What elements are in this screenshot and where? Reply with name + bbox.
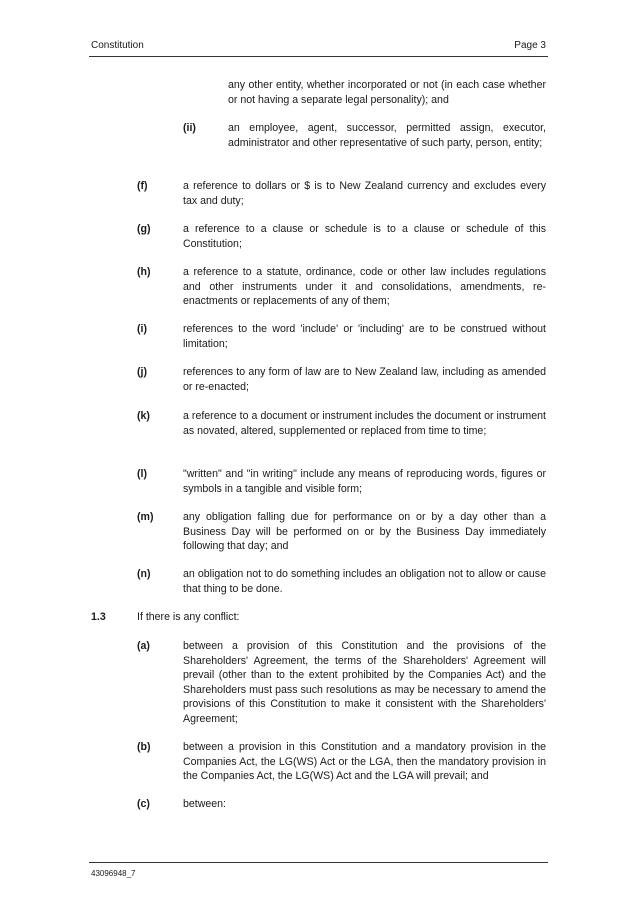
item-label: (c) bbox=[137, 798, 150, 810]
item-text: between: bbox=[183, 798, 226, 810]
item-label: (n) bbox=[137, 568, 151, 580]
item-text: references to the word 'include' or 'including' are to be construed without limitation; bbox=[183, 323, 546, 350]
item-label: (m) bbox=[137, 511, 154, 523]
page-number: Page 3 bbox=[514, 40, 546, 51]
continuation-text: any other entity, whether incorporated or not (in each case whether or not having a separate legal personality); and bbox=[228, 79, 546, 106]
item-text: a reference to a clause or schedule is to a clause or schedule of this Constitution; bbox=[183, 223, 546, 250]
item-text: between a provision of this Constitution and the provisions of the Shareholders' Agreement, the terms of the Shareholders' Agreement will prevail (other than to the extent prohibited by the Companies Act) and the Shareholders must pass such resolutions as may be necessary to amend the provisions of this Constitution to make it consistent with the Shareholders' Agreement; bbox=[183, 640, 546, 725]
item-text: references to any form of law are to New Zealand law, including as amended or re-enacted; bbox=[183, 366, 546, 393]
item-text: any obligation falling due for performance on or by a day other than a Business Day will be performed on or by the Business Day immediately following that day; and bbox=[183, 511, 546, 552]
item-text: a reference to a document or instrument includes the document or instrument as novated, altered, supplemented or replaced from time to time; bbox=[183, 410, 546, 437]
item-label: (l) bbox=[137, 468, 147, 480]
item-label: (a) bbox=[137, 640, 150, 652]
page-footer bbox=[89, 862, 548, 878]
item-label: (k) bbox=[137, 410, 150, 422]
item-label: (h) bbox=[137, 266, 151, 278]
page-header bbox=[89, 38, 548, 57]
item-text: an obligation not to do something includes an obligation not to allow or cause that thing to be done. bbox=[183, 568, 546, 595]
item-label: (i) bbox=[137, 323, 147, 335]
item-text: a reference to a statute, ordinance, code or other law includes regulations and other instruments under it and consolidations, amendments, re-enactments or replacements of any of them; bbox=[183, 266, 546, 307]
sub-item-label: (ii) bbox=[183, 122, 196, 134]
item-label: (f) bbox=[137, 180, 148, 192]
item-text: "written" and "in writing" include any means of reproducing words, figures or symbols in a tangible and visible form; bbox=[183, 468, 546, 495]
document-title: Constitution bbox=[91, 40, 144, 51]
item-text: a reference to dollars or $ is to New Zealand currency and excludes every tax and duty; bbox=[183, 180, 546, 207]
sub-item-text: an employee, agent, successor, permitted assign, executor, administrator and other representative of such party, person, entity; bbox=[228, 122, 546, 149]
clause-intro: If there is any conflict: bbox=[137, 611, 240, 623]
document-id: 43096948_7 bbox=[91, 869, 136, 878]
item-label: (b) bbox=[137, 741, 151, 753]
clause-number: 1.3 bbox=[91, 611, 106, 623]
item-text: between a provision in this Constitution and a mandatory provision in the Companies Act, the LG(WS) Act or the LGA, then the mandatory provision in the Companies Act, the LG(WS) Act and the LGA will prevail; and bbox=[183, 741, 546, 782]
item-label: (j) bbox=[137, 366, 147, 378]
item-label: (g) bbox=[137, 223, 151, 235]
